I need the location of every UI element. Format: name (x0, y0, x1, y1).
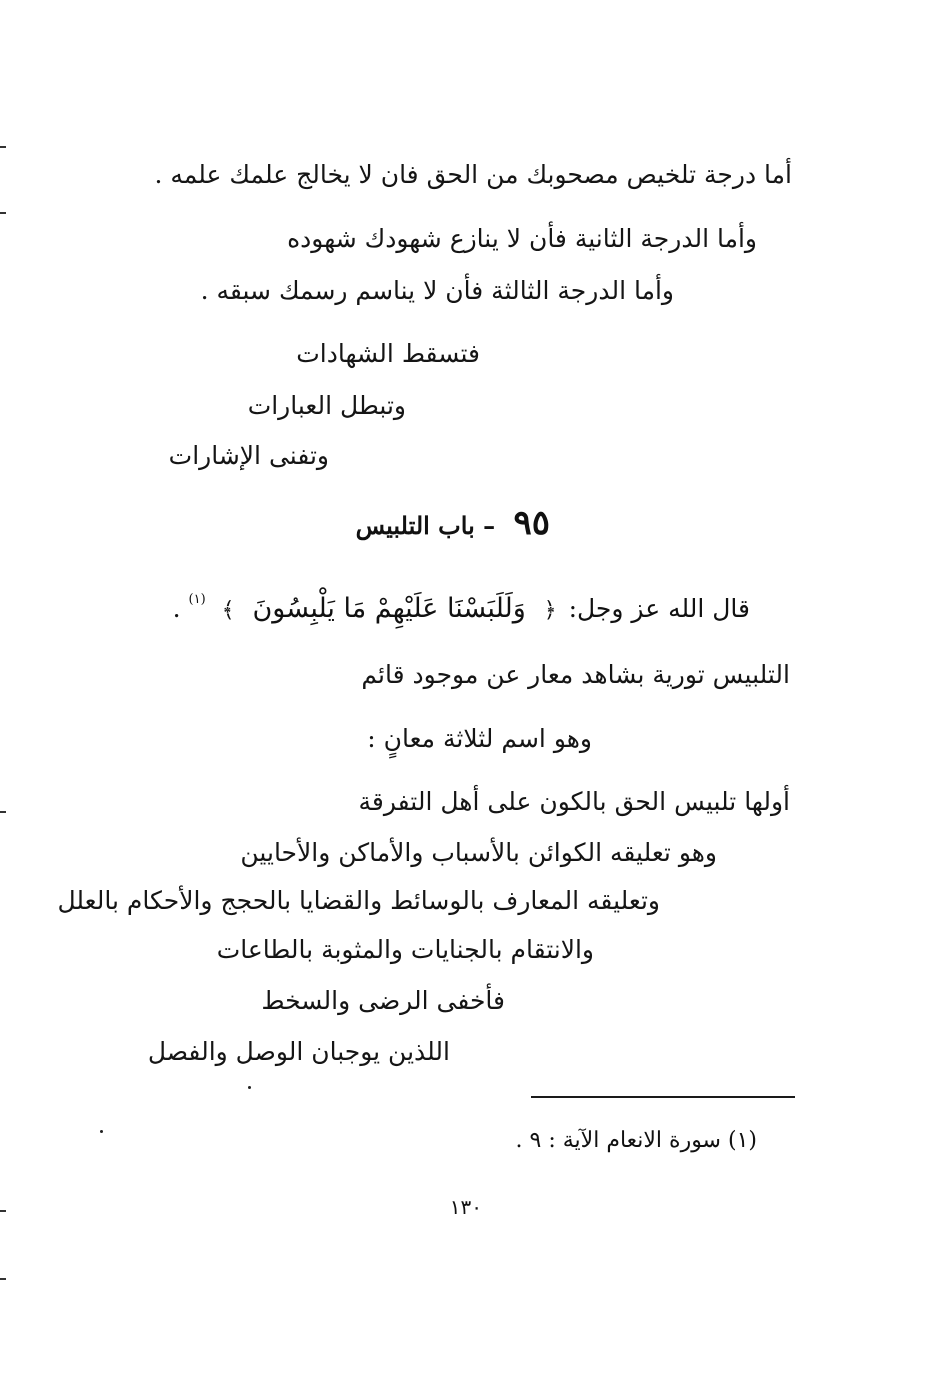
quran-close-bracket: ﴾ (221, 598, 235, 623)
body-line-5: وتعليقه المعارف بالوسائط والقضايا بالحجج والأحكام بالعلل (57, 886, 660, 915)
text-line-5: وتبطل العبارات (247, 391, 406, 420)
quran-open-bracket: ﴿ (543, 598, 557, 623)
page-number: ١٣٠ (449, 1195, 482, 1219)
footnote-marker: (١) (188, 592, 206, 607)
scan-edge-mark (0, 811, 6, 813)
section-heading (356, 503, 550, 546)
body-line-1: التلبيس تورية بشاهد معار عن موجود قائم (361, 660, 790, 689)
quran-end-period: . (172, 594, 181, 623)
quran-intro: قال الله عز وجل: (568, 594, 750, 623)
body-line-6: والانتقام بالجنايات والمثوبة بالطاعات (216, 935, 594, 964)
body-line-4: وهو تعليقه الكوائن بالأسباب والأماكن والأحايين (240, 838, 717, 867)
footnote-divider (531, 1096, 795, 1098)
scan-edge-mark (0, 146, 6, 148)
section-number: ٩٥ (513, 503, 550, 543)
quran-verse: وَلَلَبَسْنَا عَلَيْهِمْ مَا يَلْبِسُونَ (252, 593, 526, 624)
text-line-3: وأما الدرجة الثالثة فأن لا يناسم رسمك سبقه . (200, 276, 674, 305)
text-line-2: وأما الدرجة الثانية فأن لا ينازع شهودك شهوده (287, 224, 757, 253)
body-line-3: أولها تلبيس الحق بالكون على أهل التفرقة (358, 787, 790, 816)
body-line-8: اللذين يوجبان الوصل والفصل (147, 1037, 450, 1066)
text-line-6: وتفنى الإشارات (168, 441, 329, 470)
quran-quote-line (173, 580, 750, 631)
scan-edge-mark (0, 1278, 6, 1280)
section-title: – باب التلبيس (355, 511, 496, 540)
scan-edge-mark (0, 1210, 6, 1212)
scan-speck (248, 1086, 251, 1089)
scan-speck (100, 1130, 103, 1133)
body-line-2: وهو اسم لثلاثة معانٍ : (367, 724, 592, 753)
text-line-4: فتسقط الشهادات (296, 339, 480, 368)
body-line-7: فأخفى الرضى والسخط (261, 986, 505, 1015)
text-line-1: أما درجة تلخيص مصحوبك من الحق فان لا يخالج علمك علمه . (154, 160, 792, 189)
footnote-text: (١) سورة الانعام الآية : ٩ . (515, 1128, 757, 1153)
scan-edge-mark (0, 212, 6, 214)
